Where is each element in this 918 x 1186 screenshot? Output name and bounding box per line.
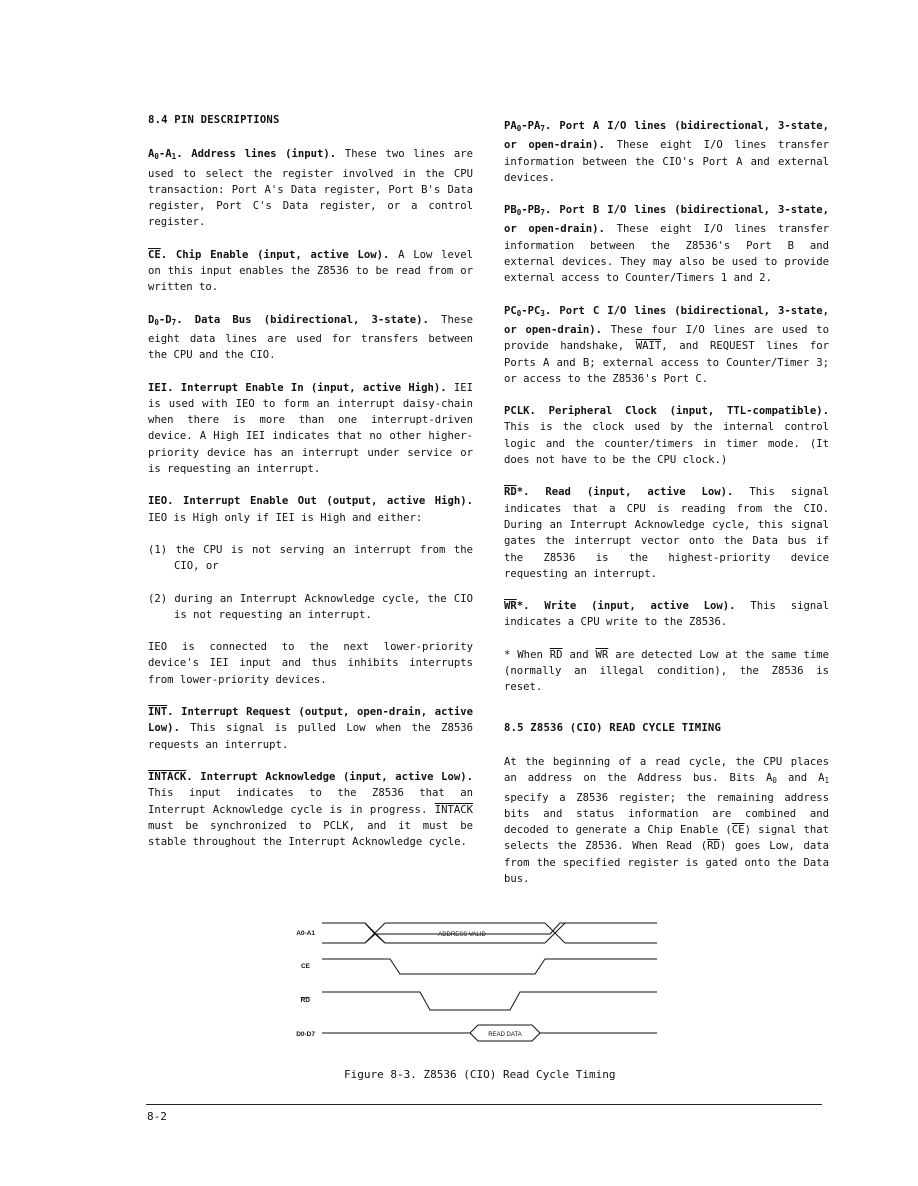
ce-waveform	[322, 959, 657, 974]
footer-rule	[146, 1104, 822, 1105]
entry-int: $\overline{INT}$. Interrupt Request (output, open-drain, active Low). This signal is pulled Low when the Z8536 requests an interrupt.	[148, 706, 473, 751]
entry-intack: INTACK. Interrupt Acknowledge (input, active Low). This input indicates to the Z8536 that an Interrupt Acknowledge cycle is in progress. INTACK must be synchronized to PCLK, and it must be stable throughout the Interrupt Acknowledge cycle.	[148, 770, 473, 849]
address-waveform-top	[322, 923, 657, 934]
address-crossover-left-b	[365, 934, 385, 943]
read-cycle-paragraph: At the beginning of a read cycle, the CPU places an address on the Address bus. Bits $A_0$ and $A_1$ specify a Z8536 register; the remaining address bits and status information are combined and decoded to generate a Chip Enable $(\overline{CE})$ signal that selects the Z8536. When Read $(\overline{RD})$ goes Low, data from the specified register is gated onto the Data bus.	[504, 755, 829, 885]
ieo-note: IEO is connected to the next lower-priority device's IEI input and thus inhibits interrupts from lower-priority devices.	[148, 641, 473, 686]
section-title-pin-descriptions: 8.4 PIN DESCRIPTIONS	[148, 114, 280, 126]
address-valid-label: ADDRESS VALID	[438, 932, 486, 938]
signal-label-address: A0-A1	[296, 930, 315, 937]
reset-note: * When $\overline{RD}$ and $\overline{WR}$ are detected Low at the same time (normally an illegal condition), the Z8536 is reset.	[504, 648, 829, 694]
entry-port-b: $PB_0-PB_7$. Port B I/O lines (bidirectional, 3-state, or open-drain). These eight I/O lines transfer information between the Z8536's Port B and external devices. They may also be used to provide external access to Counter/Timers 1 and 2.	[504, 204, 830, 285]
left-column	[148, 112, 473, 866]
signal-label-rd: RD	[300, 997, 310, 1004]
ieo-condition-1: (1) the CPU is not serving an interrupt from the CIO, or	[148, 543, 473, 573]
address-crossover-left	[322, 923, 375, 943]
rd-waveform	[322, 992, 657, 1010]
entry-pclk: PCLK. Peripheral Clock (input, TTL-compatible). This is the clock used by the internal control logic and the counter/timers in timer mode. (It does not have to be the CPU clock.)	[504, 405, 829, 467]
entry-port-c: $PC_0-PC_3$. Port C I/O lines (bidirectional, 3-state, or open-drain). These four I/O lines are used to provide handshake, WAIT, and REQUEST lines for Ports A and B; external access to Counter/Timer 3; or access to the Z8536's Port C.	[504, 304, 829, 385]
address-transition-right	[545, 923, 565, 943]
entry-read: $\overline{RD}*$. Read (input, active Low). This signal indicates that a CPU is reading from the CIO. During an Interrupt Acknowledge cycle, this signal gates the interrupt vector onto the Data bus if the Z8536 is the highest-priority device requesting an interrupt.	[504, 486, 829, 580]
read-data-label: READ DATA	[488, 1032, 522, 1038]
address-transition-left	[365, 923, 385, 943]
right-column	[504, 118, 829, 903]
signal-label-ce: CE	[300, 963, 310, 970]
signal-label-data: D0-D7	[296, 1031, 315, 1038]
entry-write: $\overline{WR}*$. Write (input, active Low). This signal indicates a CPU write to the Z8536.	[504, 600, 829, 629]
read-cycle-timing-diagram	[280, 915, 670, 1045]
entry-chip-enable: $\overline{CE}$. Chip Enable (input, active Low). A Low level on this input enables the Z8536 to be read from or written to.	[148, 248, 473, 294]
section-title-read-cycle: 8.5 Z8536 (CIO) READ CYCLE TIMING	[504, 721, 722, 734]
entry-port-a: $PA_0-PA_7$. Port A I/O lines (bidirectional, 3-state, or open-drain). These eight I/O lines transfer information between the CIO's Port A and external devices.	[504, 120, 830, 184]
entry-address-lines: $A_0-A_1$. Address lines (input). These two lines are used to select the register involved in the CPU transaction: Port A's Data register, Port B's Data register, Port C's Data register, or a control register.	[148, 148, 474, 229]
entry-iei: IEI. Interrupt Enable In (input, active High). IEI is used with IEO to form an interrupt daisy-chain when there is more than one interrupt-driven device. A High IEI indicates that no other higher-priority device has an interrupt under service or is requesting an interrupt.	[148, 381, 474, 476]
page-number: 8-2	[147, 1110, 167, 1123]
entry-ieo: IEO. Interrupt Enable Out (output, active High). IEO is High only if IEI is High and either:	[148, 495, 473, 524]
ieo-condition-2: (2) during an Interrupt Acknowledge cycle, the CIO is not requesting an interrupt.	[148, 592, 473, 621]
figure-caption: Figure 8-3. Z8536 (CIO) Read Cycle Timing	[344, 1068, 616, 1081]
entry-data-bus: $D_0-D_7$. Data Bus (bidirectional, 3-state). These eight data lines are used for transfers between the CPU and the CIO.	[148, 313, 473, 362]
